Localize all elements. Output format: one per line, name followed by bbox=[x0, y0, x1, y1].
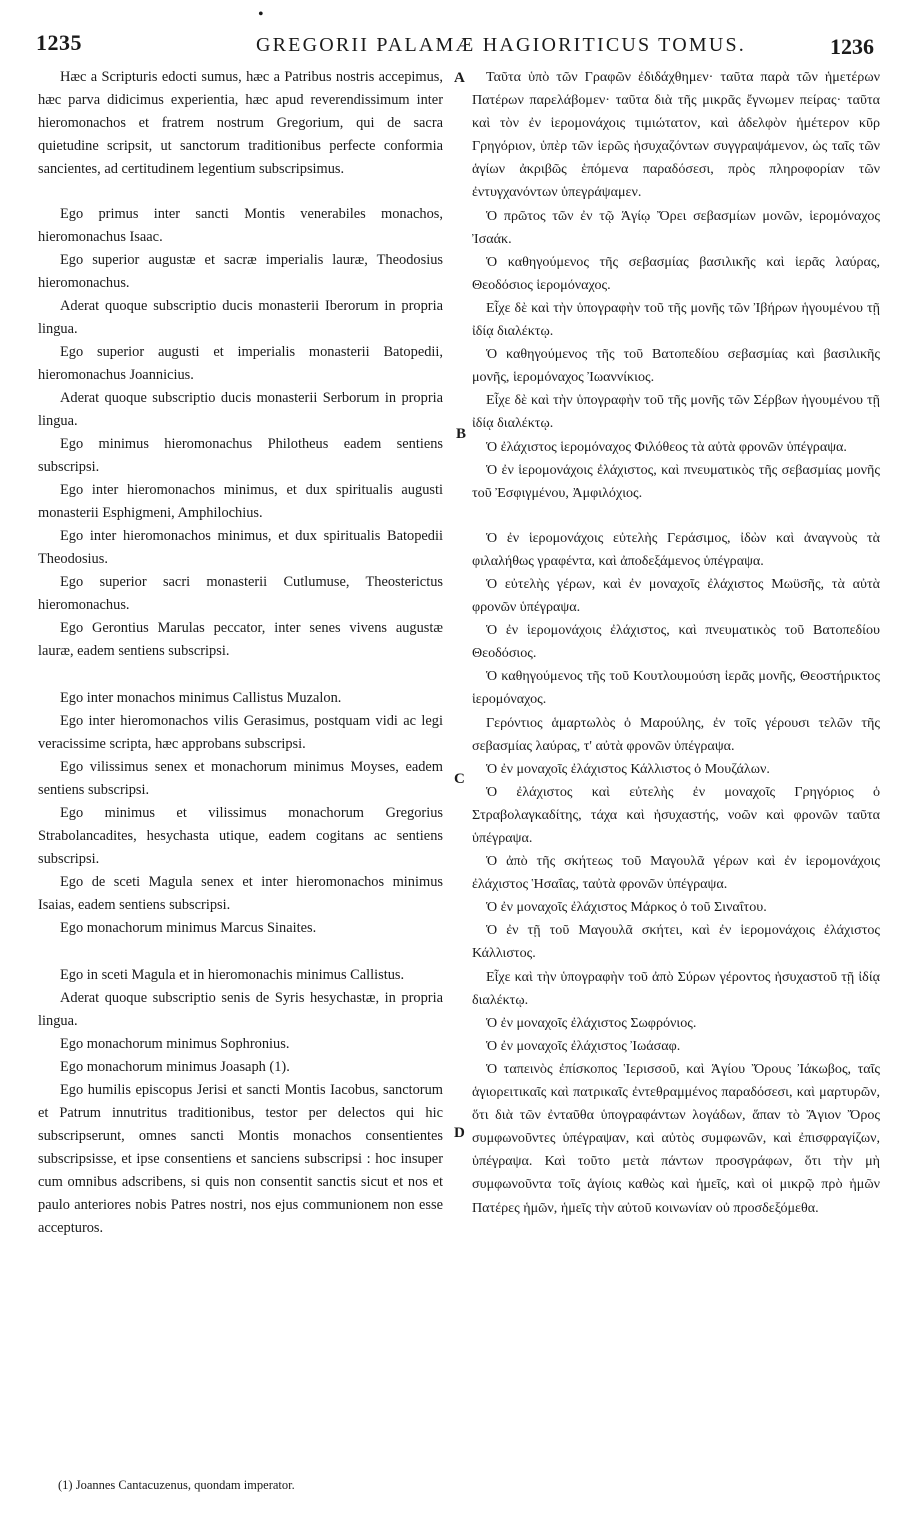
page-number-left: 1235 bbox=[36, 30, 82, 55]
latin-paragraph: Ego monachorum minimus Marcus Sinaites. bbox=[60, 920, 317, 936]
latin-paragraph: Aderat quoque subscriptio senis de Syris hesychastæ, in propria lingua. bbox=[38, 990, 443, 1029]
latin-paragraph: Ego humilis episcopus Jerisi et sancti Montis Iacobus, sanctorum et Patrum innutritus traditionibus, testor per delectos qui hic subscripserunt, omnes sancti Montis monachos consentientes subscripsisse, et ipse consentiens et sanciens subscripsi : hoc insuper cum omnibus adscribens, si quis non consentit sanctis sicut et nos et paulo anteriores nobis Patres nostri, nos ejus communionem non esse accepturos. bbox=[38, 1082, 443, 1236]
latin-paragraph: Hæc a Scripturis edocti sumus, hæc a Patribus nostris accepimus, hæc parva didicimus experientia, hæc apud reverendissimum inter hieromonachos et fratrem nostrum Gregorium, qui de sacra quietudine scripsit, ut sanctorum traditionibus perfecte conformia sancientes, ad certitudinem legentium subscripsimus. bbox=[38, 69, 443, 177]
margin-letter-c: C bbox=[454, 771, 465, 787]
latin-paragraph: Ego Gerontius Marulas peccator, inter senes vivens augustæ lauræ, eadem sentiens subscripsi. bbox=[38, 620, 443, 659]
latin-paragraph: Ego inter hieromonachos minimus, et dux spiritualis augusti monasterii Esphigmeni, Amphilochius. bbox=[38, 482, 443, 521]
greek-paragraph: Εἶχε δὲ καὶ τὴν ὑπογραφὴν τοῦ τῆς μονῆς τῶν Σέρβων ἡγουμένου τῇ ἰδίᾳ διαλέκτῳ. bbox=[472, 392, 880, 432]
greek-paragraph: Εἶχε καὶ τὴν ὑπογραφὴν τοῦ ἀπὸ Σύρων γέροντος ἡσυχαστοῦ τῇ ἰδίᾳ διαλέκτῳ. bbox=[472, 968, 880, 1008]
greek-paragraph: Ὁ ἐν μοναχοῖς ἐλάχιστος Μάρκος ὁ τοῦ Σιναΐτου. bbox=[486, 899, 767, 916]
latin-paragraph: Aderat quoque subscriptio ducis monasterii Serborum in propria lingua. bbox=[38, 390, 443, 429]
greek-paragraph: Ὁ ἐλάχιστος ἱερομόναχος Φιλόθεος τὰ αὐτὰ φρονῶν ὑπέγραψα. bbox=[486, 438, 847, 455]
latin-paragraph: Ego superior augusti et imperialis monasterii Batopedii, hieromonachus Joannicius. bbox=[38, 344, 443, 383]
latin-paragraph: Aderat quoque subscriptio ducis monasterii Iberorum in propria lingua. bbox=[38, 298, 443, 337]
latin-paragraph: Ego de sceti Magula senex et inter hieromonachos minimus Isaias, eadem sentiens subscripsi. bbox=[38, 874, 443, 913]
running-title: GREGORII PALAMÆ HAGIORITICUS TOMUS. bbox=[256, 34, 747, 56]
greek-paragraph: Ὁ ἐν τῇ τοῦ Μαγουλᾶ σκήτει, καὶ ἐν ἱερομονάχοις ἐλάχιστος Κάλλιστος. bbox=[472, 922, 880, 962]
greek-paragraph: Ὁ εὐτελὴς γέρων, καὶ ἐν μοναχοῖς ἐλάχιστος Μωϋσῆς, τὰ αὐτὰ φρονῶν ὑπέγραψα. bbox=[472, 575, 880, 616]
margin-letter-b: B bbox=[456, 426, 467, 442]
greek-paragraph: Γερόντιος ἁμαρτωλὸς ὁ Μαρούλης, ἐν τοῖς γέρουσι τελῶν τῆς σεβασμίας λαύρας, τ' αὐτὰ φρονῶν ὑπέγραψα. bbox=[472, 714, 880, 754]
greek-paragraph: Ὁ ἐν ἱερομονάχοις εὐτελὴς Γεράσιμος, ἰδὼν καὶ ἀναγνοὺς τὰ φιλαλήθως γραφέντα, καὶ ἀποδεξάμενος ὑπέγραψα. bbox=[472, 529, 880, 569]
greek-paragraph: Ὁ πρῶτος τῶν ἐν τῷ Ἁγίῳ Ὄρει σεβασμίων μονῶν, ἱερομόναχος Ἰσαάκ. bbox=[472, 207, 880, 247]
greek-column bbox=[472, 66, 880, 1220]
latin-paragraph: Ego primus inter sancti Montis venerabiles monachos, hieromonachus Isaac. bbox=[38, 206, 443, 245]
greek-paragraph: Ὁ ἀπὸ τῆς σκήτεως τοῦ Μαγουλᾶ γέρων καὶ ἐν ἱερομονάχοις ἐλάχιστος Ἡσαΐας, ταὐτὰ φρονῶν ὑπέγραψα. bbox=[472, 853, 880, 893]
greek-paragraph: Ὁ ἐν ἱερομονάχοις ἐλάχιστος, καὶ πνευματικὸς τοῦ Βατοπεδίου Θεοδόσιος. bbox=[472, 622, 880, 662]
page-number-right: 1236 bbox=[830, 34, 874, 59]
page-header bbox=[36, 30, 874, 60]
top-mark: • bbox=[258, 6, 264, 23]
latin-paragraph: Ego vilissimus senex et monachorum minimus Moyses, eadem sentiens subscripsi. bbox=[38, 759, 443, 798]
latin-paragraph: Ego minimus hieromonachus Philotheus eadem sentiens subscripsi. bbox=[38, 436, 443, 475]
latin-paragraph: Ego superior augustæ et sacræ imperialis lauræ, Theodosius hieromonachus. bbox=[38, 252, 443, 291]
greek-paragraph: Ὁ ἐλάχιστος καὶ εὐτελὴς ἐν μοναχοῖς Γρηγόριος ὁ Στραβολαγκαδίτης, τάχα καὶ ἡσυχαστής, νοῶν καὶ φρονῶν ταῦτα ὑπέγραψα. bbox=[472, 783, 880, 846]
latin-paragraph: Ego inter hieromonachos vilis Gerasimus, postquam vidi ac legi veracissime scripta, hæc approbans subscripsi. bbox=[38, 713, 443, 752]
greek-paragraph: Ὁ καθηγούμενος τῆς σεβασμίας βασιλικῆς καὶ ἱερᾶς λαύρας, Θεοδόσιος ἱερομόναχος. bbox=[472, 253, 880, 293]
latin-paragraph: Ego inter hieromonachos minimus, et dux spiritualis Batopedii Theodosius. bbox=[38, 528, 443, 567]
greek-paragraph: Ὁ ἐν μοναχοῖς ἐλάχιστος Ἰωάσαφ. bbox=[486, 1037, 681, 1054]
latin-column bbox=[38, 66, 443, 1240]
latin-paragraph: Ego monachorum minimus Joasaph (1). bbox=[60, 1059, 290, 1075]
greek-paragraph: Εἶχε δὲ καὶ τὴν ὑπογραφὴν τοῦ τῆς μονῆς τῶν Ἰβήρων ἡγουμένου τῇ ἰδίᾳ διαλέκτῳ. bbox=[472, 299, 880, 340]
greek-paragraph: Ὁ ἐν μοναχοῖς ἐλάχιστος Σωφρόνιος. bbox=[486, 1014, 697, 1031]
latin-paragraph: Ego superior sacri monasterii Cutlumuse, Theosterictus hieromonachus. bbox=[38, 574, 443, 613]
latin-paragraph: Ego monachorum minimus Sophronius. bbox=[60, 1036, 290, 1052]
greek-paragraph: Ὁ καθηγούμενος τῆς τοῦ Βατοπεδίου σεβασμίας καὶ βασιλικῆς μονῆς, ἱερομόναχος Ἰωαννίκιος. bbox=[472, 346, 880, 386]
footnote: (1) Joannes Cantacuzenus, quondam imperator. bbox=[58, 1478, 295, 1492]
latin-paragraph: Ego minimus et vilissimus monachorum Gregorius Strabolancadites, hesychasta utique, eadem cogitans ac sentiens subscripsi. bbox=[38, 805, 443, 867]
margin-letter-a: A bbox=[454, 70, 465, 86]
latin-paragraph: Ego inter monachos minimus Callistus Muzalon. bbox=[60, 690, 342, 706]
greek-paragraph: Ὁ ἐν ἱερομονάχοις ἐλάχιστος, καὶ πνευματικὸς τῆς σεβασμίας μονῆς τοῦ Ἐσφιγμένου, Ἀμφιλόχιος. bbox=[472, 461, 880, 501]
greek-paragraph: Ὁ ἐν μοναχοῖς ἐλάχιστος Κάλλιστος ὁ Μουζάλων. bbox=[486, 760, 770, 777]
margin-letter-d: D bbox=[454, 1125, 465, 1141]
greek-paragraph: Ταῦτα ὑπὸ τῶν Γραφῶν ἐδιδάχθημεν· ταῦτα παρὰ τῶν ἡμετέρων Πατέρων παρελάβομεν· ταῦτα διὰ τῆς μικρᾶς ἔγνωμεν πείρας· ταῦτα καὶ τὸν ἐν ἱερομονάχοις τιμιώτατον, καὶ ἀδελφὸν ἡμέτερον κῦρ Γρηγόριον, ὑπὲρ τῶν ἱερῶς ἡσυχαζόντων συγγραψάμενον, ὡς ταῖς τῶν ἁγίων ἀκριβῶς ἑπόμενα παραδόσεσι, πρὸς πληροφορίαν τῶν ἐντυγχανόντων ὑπεγράψαμεν. bbox=[472, 69, 880, 201]
latin-paragraph: Ego in sceti Magula et in hieromonachis minimus Callistus. bbox=[60, 967, 405, 983]
greek-paragraph: Ὁ ταπεινὸς ἐπίσκοπος Ἱερισσοῦ, καὶ Ἁγίου Ὄρους Ἰάκωβος, ταῖς ἁγιορειτικαῖς καὶ πατρικαῖς ἐντεθραμμένος παραδόσεσι, καὶ μαρτυρῶν, ὅτι διὰ τῶν ἐνταῦθα ὑπογραφάντων λογάδων, ἅπαν τὸ Ἅγιον Ὄρος συμφωνοῦντες ὑπέγραψαν, καὶ αὐτὸς συμφωνῶν, καὶ ἐπισφραγίζων, ὑπέγραψα. Καὶ τοῦτο μετὰ πάντων προσγράφων, ὅτι τὴν μὴ συμφωνοῦντα τοῖς ἁγίοις καθὼς καὶ ἡμεῖς, καὶ οἱ μικρῷ πρὸ ἡμῶν Πατέρες ἡμῶν, ἡμεῖς τὴν αὐτοῦ κοινωνίαν οὐ προσδεξόμεθα. bbox=[472, 1060, 880, 1216]
greek-paragraph: Ὁ καθηγούμενος τῆς τοῦ Κουτλουμούση ἱερᾶς μονῆς, Θεοστήρικτος ἱερομόναχος. bbox=[472, 668, 880, 708]
